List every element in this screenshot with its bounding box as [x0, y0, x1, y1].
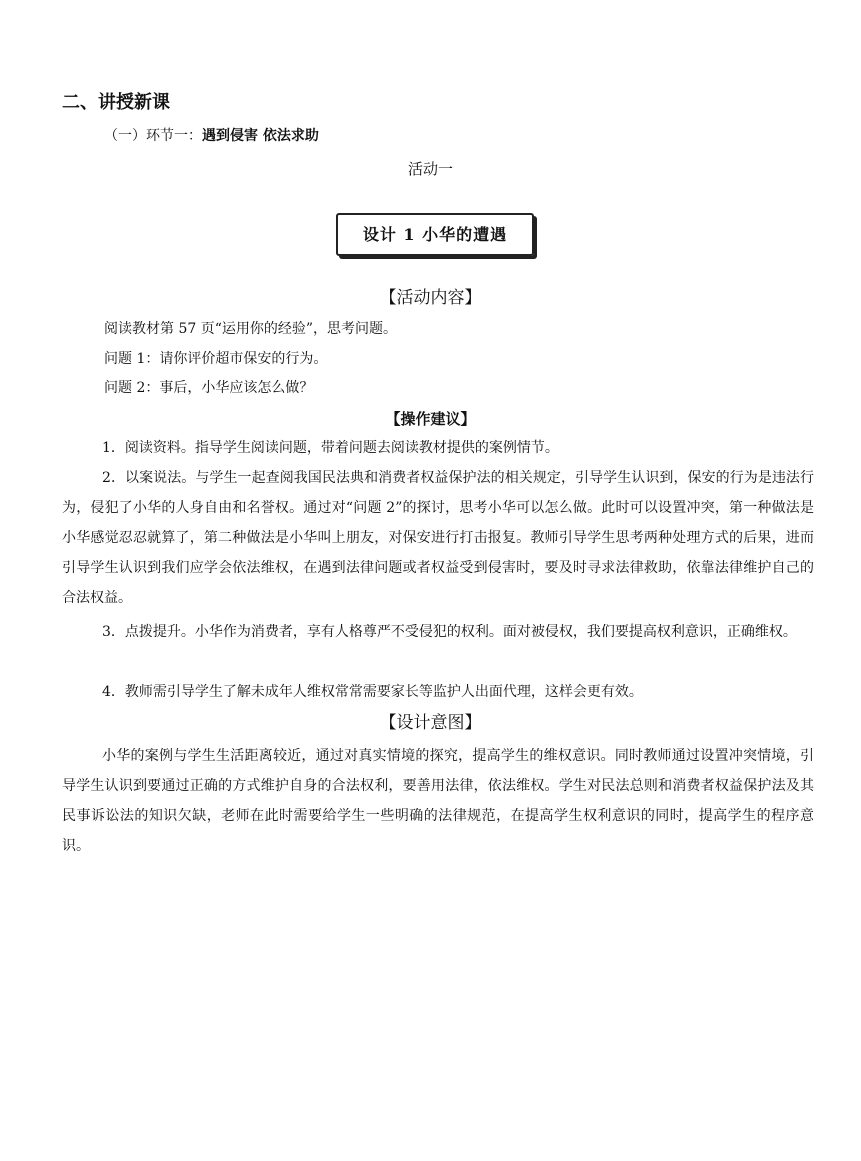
suggestion-paragraph: 2．以案说法。与学生一起查阅我国民法典和消费者权益保护法的相关规定，引导学生认识到，保安的行为是违法行为，侵犯了小华的人身自由和名誉权。通过对“问题 2”的探讨，思考小华可以怎么做。此时可以设置冲突，第一种做法是小华感觉忍忍就算了，第二种做法是小华叫上朋友，对保安进行打击报复。教师引导学生思考两种处理方式的后果，进而引导学生认识到我们应学会依法维权，在遇到法律问题或者权益受到侵害时，要及时寻求法律救助，依靠法律维护自己的合法权益。	[62, 470, 814, 606]
section-heading: 二、讲授新课	[62, 92, 170, 113]
activity-content-line: 问题 2：事后，小华应该怎么做？	[104, 380, 314, 396]
design-intent-paragraph: 小华的案例与学生生活距离较近，通过对真实情境的探究，提高学生的维权意识。同时教师通过设置冲突情境，引导学生认识到要通过正确的方式维护自身的合法权利，要善用法律，依法维权。学生对民法总则和消费者权益保护法及其民事诉讼法的知识欠缺，老师在此时需要给学生一些明确的法律规范，在提高学生权利意识的同时，提高学生的程序意识。	[62, 748, 814, 854]
subsection-title: 遇到侵害 依法求助	[202, 128, 319, 144]
activity-title: 活动一	[407, 160, 453, 178]
subsection-heading	[104, 125, 319, 147]
design-intent-heading: 【设计意图】	[379, 713, 482, 733]
suggestion-paragraph: 3．点拨提升。小华作为消费者，享有人格尊严不受侵犯的权利。面对被侵权，我们要提高权利意识，正确维权。	[102, 624, 797, 640]
activity-content-heading: 【活动内容】	[379, 288, 482, 308]
subsection-prefix: （一）环节一：	[104, 128, 202, 144]
suggestion-paragraph: 4．教师需引导学生了解未成年人维权常常需要家长等监护人出面代理，这样会更有效。	[102, 684, 643, 700]
suggestions-heading: 【操作建议】	[385, 410, 476, 428]
design-box-label: 设计 1 小华的遭遇	[336, 213, 534, 256]
activity-content-line: 问题 1：请你评价超市保安的行为。	[104, 351, 328, 367]
activity-content-line: 阅读教材第 57 页“运用你的经验”，思考问题。	[104, 321, 398, 337]
suggestion-paragraph: 1．阅读资料。指导学生阅读问题，带着问题去阅读教材提供的案例情节。	[102, 440, 559, 456]
